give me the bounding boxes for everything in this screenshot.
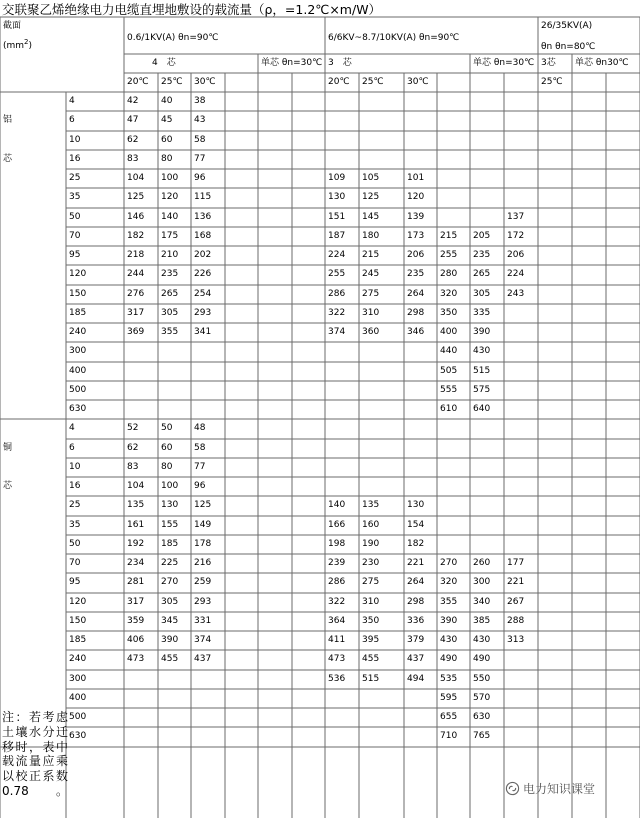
cross-section-cell: 50 <box>69 212 81 222</box>
temperature-header: 30℃ <box>194 77 216 87</box>
ampacity-cell: 230 <box>362 558 380 568</box>
ampacity-cell: 62 <box>127 135 139 145</box>
ampacity-cell: 160 <box>362 520 380 530</box>
ampacity-cell: 40 <box>161 96 173 106</box>
ampacity-cell: 216 <box>194 558 212 568</box>
ampacity-cell: 320 <box>440 289 458 299</box>
material-label-aluminum: 芯 <box>3 154 13 164</box>
ampacity-cell: 224 <box>507 269 525 279</box>
ampacity-cell: 276 <box>127 289 145 299</box>
cross-section-cell: 25 <box>69 173 81 183</box>
temperature-header: 20℃ <box>127 77 149 87</box>
cross-section-cell: 500 <box>69 712 87 722</box>
cross-section-cell: 4 <box>69 96 75 106</box>
three-core-header-hv: 3芯 <box>541 58 556 68</box>
cross-section-cell: 50 <box>69 539 81 549</box>
ampacity-cell: 437 <box>407 654 425 664</box>
ampacity-cell: 215 <box>362 250 380 260</box>
ampacity-cell: 430 <box>473 635 491 645</box>
cross-section-cell: 185 <box>69 308 87 318</box>
ampacity-cell: 267 <box>507 597 525 607</box>
ampacity-cell: 430 <box>440 635 458 645</box>
three-core-header-mv: 3 芯 <box>328 58 352 68</box>
ampacity-cell: 280 <box>440 269 458 279</box>
ampacity-cell: 310 <box>362 308 380 318</box>
material-label-copper: 铜 <box>3 443 13 453</box>
ampacity-cell: 490 <box>473 654 491 664</box>
ampacity-cell: 317 <box>127 308 145 318</box>
cross-section-cell: 70 <box>69 558 81 568</box>
ampacity-cell: 345 <box>161 616 179 626</box>
ampacity-cell: 440 <box>440 346 458 356</box>
ampacity-cell: 206 <box>407 250 425 260</box>
ampacity-cell: 146 <box>127 212 145 222</box>
ampacity-cell: 390 <box>440 616 458 626</box>
ampacity-cell: 136 <box>194 212 212 222</box>
ampacity-cell: 151 <box>328 212 346 222</box>
ampacity-cell: 215 <box>440 231 458 241</box>
ampacity-cell: 109 <box>328 173 346 183</box>
group-header-lv: 0.6/1KV(A) θn=90℃ <box>127 33 219 43</box>
ampacity-cell: 473 <box>328 654 346 664</box>
group-header-hv: 26/35KV(A) <box>541 21 593 31</box>
ampacity-cell: 515 <box>473 366 491 376</box>
ampacity-cell: 411 <box>328 635 346 645</box>
ampacity-cell: 655 <box>440 712 458 722</box>
cross-section-cell: 630 <box>69 731 87 741</box>
ampacity-cell: 218 <box>127 250 145 260</box>
ampacity-cell: 300 <box>473 577 491 587</box>
ampacity-cell: 45 <box>161 115 173 125</box>
ampacity-cell: 185 <box>161 539 179 549</box>
ampacity-cell: 60 <box>161 443 173 453</box>
ampacity-cell: 173 <box>407 231 425 241</box>
ampacity-cell: 145 <box>362 212 380 222</box>
ampacity-cell: 101 <box>407 173 425 183</box>
ampacity-cell: 166 <box>328 520 346 530</box>
ampacity-cell: 225 <box>161 558 179 568</box>
ampacity-cell: 180 <box>362 231 380 241</box>
cross-section-cell: 400 <box>69 693 87 703</box>
ampacity-cell: 630 <box>473 712 491 722</box>
ampacity-cell: 58 <box>194 443 206 453</box>
ampacity-cell: 550 <box>473 674 491 684</box>
ampacity-cell: 265 <box>161 289 179 299</box>
ampacity-cell: 331 <box>194 616 212 626</box>
ampacity-cell: 235 <box>473 250 491 260</box>
ampacity-cell: 260 <box>473 558 491 568</box>
ampacity-cell: 515 <box>362 674 380 684</box>
footnote: 注：若考虑土壤水分迁移时，表中载流量应乘以校正系数0.78。 <box>2 710 68 798</box>
ampacity-cell: 455 <box>161 654 179 664</box>
ampacity-cell: 135 <box>362 500 380 510</box>
ampacity-cell: 270 <box>161 577 179 587</box>
watermark <box>505 780 595 797</box>
cross-section-cell: 6 <box>69 115 75 125</box>
ampacity-cell: 494 <box>407 674 425 684</box>
page-title: 交联聚乙烯绝缘电力电缆直埋地敷设的载流量（ρ，=1.2℃×m/W） <box>2 2 382 17</box>
ampacity-cell: 235 <box>161 269 179 279</box>
group-header-mv: 6/6KV~8.7/10KV(A) θn=90℃ <box>328 33 460 43</box>
ampacity-cell: 104 <box>127 173 145 183</box>
cross-section-cell: 10 <box>69 135 81 145</box>
ampacity-cell: 575 <box>473 385 491 395</box>
ampacity-cell: 130 <box>407 500 425 510</box>
ampacity-cell: 281 <box>127 577 145 587</box>
ampacity-cell: 175 <box>161 231 179 241</box>
cross-section-cell: 120 <box>69 597 87 607</box>
temperature-header: 25℃ <box>362 77 384 87</box>
cross-section-cell: 70 <box>69 231 81 241</box>
ampacity-cell: 177 <box>507 558 525 568</box>
ampacity-cell: 190 <box>362 539 380 549</box>
ampacity-cell: 254 <box>194 289 212 299</box>
ampacity-cell: 430 <box>473 346 491 356</box>
ampacity-cell: 505 <box>440 366 458 376</box>
ampacity-cell: 182 <box>407 539 425 549</box>
ampacity-cell: 62 <box>127 443 139 453</box>
unit-label-prefix: (mm <box>3 41 25 51</box>
ampacity-cell: 710 <box>440 731 458 741</box>
cross-section-cell: 10 <box>69 462 81 472</box>
ampacity-cell: 244 <box>127 269 145 279</box>
wechat-logo-icon <box>505 781 520 796</box>
ampacity-cell: 320 <box>440 577 458 587</box>
ampacity-cell: 610 <box>440 404 458 414</box>
ampacity-cell: 182 <box>127 231 145 241</box>
ampacity-cell: 298 <box>407 597 425 607</box>
ampacity-cell: 226 <box>194 269 212 279</box>
material-label-aluminum: 铝 <box>3 115 13 125</box>
ampacity-cell: 120 <box>407 192 425 202</box>
ampacity-cell: 455 <box>362 654 380 664</box>
cross-section-cell: 300 <box>69 346 87 356</box>
ampacity-cell: 305 <box>473 289 491 299</box>
cross-section-cell: 150 <box>69 616 87 626</box>
ampacity-cell: 350 <box>440 308 458 318</box>
temperature-header: 30℃ <box>407 77 429 87</box>
ampacity-cell: 58 <box>194 135 206 145</box>
cross-section-cell: 4 <box>69 423 75 433</box>
ampacity-cell: 275 <box>362 289 380 299</box>
ampacity-cell: 47 <box>127 115 139 125</box>
single-core-header-lv: 单芯 θn=30℃ <box>261 58 323 68</box>
ampacity-cell: 38 <box>194 96 206 106</box>
ampacity-cell: 80 <box>161 462 173 472</box>
ampacity-cell: 187 <box>328 231 346 241</box>
ampacity-cell: 206 <box>507 250 525 260</box>
ampacity-cell: 437 <box>194 654 212 664</box>
ampacity-cell: 336 <box>407 616 425 626</box>
ampacity-cell: 359 <box>127 616 145 626</box>
ampacity-cell: 286 <box>328 577 346 587</box>
cross-section-cell: 25 <box>69 500 81 510</box>
ampacity-cell: 52 <box>127 423 139 433</box>
ampacity-cell: 275 <box>362 577 380 587</box>
cross-section-cell: 16 <box>69 481 81 491</box>
ampacity-cell: 130 <box>161 500 179 510</box>
ampacity-cell: 293 <box>194 308 212 318</box>
ampacity-cell: 202 <box>194 250 212 260</box>
ampacity-cell: 130 <box>328 192 346 202</box>
ampacity-cell: 293 <box>194 597 212 607</box>
ampacity-cell: 168 <box>194 231 212 241</box>
ampacity-cell: 77 <box>194 462 206 472</box>
ampacity-cell: 139 <box>407 212 425 222</box>
ampacity-cell: 125 <box>127 192 145 202</box>
cross-section-cell: 240 <box>69 654 87 664</box>
ampacity-cell: 374 <box>194 635 212 645</box>
ampacity-cell: 360 <box>362 327 380 337</box>
ampacity-cell: 210 <box>161 250 179 260</box>
ampacity-cell: 77 <box>194 154 206 164</box>
four-core-header: 4 芯 <box>152 58 176 68</box>
ampacity-cell: 100 <box>161 173 179 183</box>
ampacity-cell: 640 <box>473 404 491 414</box>
material-label-copper: 芯 <box>3 481 13 491</box>
ampacity-cell: 317 <box>127 597 145 607</box>
ampacity-cell: 322 <box>328 597 346 607</box>
ampacity-cell: 172 <box>507 231 525 241</box>
cross-section-cell: 185 <box>69 635 87 645</box>
ampacity-cell: 221 <box>507 577 525 587</box>
ampacity-cell: 369 <box>127 327 145 337</box>
ampacity-cell: 536 <box>328 674 346 684</box>
ampacity-cell: 350 <box>362 616 380 626</box>
ampacity-cell: 235 <box>407 269 425 279</box>
ampacity-cell: 149 <box>194 520 212 530</box>
ampacity-cell: 155 <box>161 520 179 530</box>
ampacity-cell: 364 <box>328 616 346 626</box>
single-core-header-hv: 单芯 θn30℃ <box>575 58 629 68</box>
cross-section-cell: 95 <box>69 250 81 260</box>
ampacity-cell: 192 <box>127 539 145 549</box>
ampacity-cell: 335 <box>473 308 491 318</box>
cross-section-cell: 95 <box>69 577 81 587</box>
ampacity-cell: 400 <box>440 327 458 337</box>
ampacity-cell: 245 <box>362 269 380 279</box>
ampacity-cell: 340 <box>473 597 491 607</box>
section-header-label: 截面 <box>3 21 22 31</box>
ampacity-cell: 80 <box>161 154 173 164</box>
cross-section-cell: 120 <box>69 269 87 279</box>
ampacity-cell: 570 <box>473 693 491 703</box>
ampacity-cell: 286 <box>328 289 346 299</box>
cross-section-cell: 35 <box>69 192 81 202</box>
ampacity-cell: 288 <box>507 616 525 626</box>
ampacity-cell: 355 <box>440 597 458 607</box>
ampacity-cell: 96 <box>194 481 206 491</box>
ampacity-cell: 42 <box>127 96 139 106</box>
ampacity-cell: 379 <box>407 635 425 645</box>
ampacity-cell: 154 <box>407 520 425 530</box>
ampacity-cell: 264 <box>407 577 425 587</box>
ampacity-cell: 305 <box>161 597 179 607</box>
ampacity-cell: 765 <box>473 731 491 741</box>
ampacity-cell: 125 <box>194 500 212 510</box>
group-header-hv-sub: θn θn=80℃ <box>541 42 596 52</box>
ampacity-cell: 341 <box>194 327 212 337</box>
ampacity-cell: 255 <box>328 269 346 279</box>
cross-section-cell: 6 <box>69 443 75 453</box>
ampacity-cell: 390 <box>473 327 491 337</box>
ampacity-cell: 60 <box>161 135 173 145</box>
ampacity-cell: 298 <box>407 308 425 318</box>
ampacity-cell: 234 <box>127 558 145 568</box>
ampacity-cell: 390 <box>161 635 179 645</box>
ampacity-cell: 265 <box>473 269 491 279</box>
ampacity-cell: 595 <box>440 693 458 703</box>
cross-section-cell: 300 <box>69 674 87 684</box>
temperature-header: 20℃ <box>328 77 350 87</box>
ampacity-cell: 395 <box>362 635 380 645</box>
cross-section-cell: 630 <box>69 404 87 414</box>
ampacity-cell: 346 <box>407 327 425 337</box>
ampacity-cell: 140 <box>328 500 346 510</box>
ampacity-cell: 50 <box>161 423 173 433</box>
ampacity-cell: 125 <box>362 192 380 202</box>
ampacity-cell: 135 <box>127 500 145 510</box>
ampacity-cell: 310 <box>362 597 380 607</box>
ampacity-cell: 490 <box>440 654 458 664</box>
temperature-header: 25℃ <box>541 77 563 87</box>
ampacity-cell: 83 <box>127 154 139 164</box>
ampacity-cell: 322 <box>328 308 346 318</box>
ampacity-cell: 161 <box>127 520 145 530</box>
watermark-text: 电力知识课堂 <box>523 782 596 796</box>
ampacity-cell: 385 <box>473 616 491 626</box>
ampacity-cell: 239 <box>328 558 346 568</box>
ampacity-cell: 355 <box>161 327 179 337</box>
ampacity-cell: 259 <box>194 577 212 587</box>
ampacity-cell: 83 <box>127 462 139 472</box>
ampacity-cell: 43 <box>194 115 206 125</box>
ampacity-cell: 264 <box>407 289 425 299</box>
ampacity-cell: 224 <box>328 250 346 260</box>
ampacity-cell: 255 <box>440 250 458 260</box>
ampacity-cell: 313 <box>507 635 525 645</box>
ampacity-cell: 48 <box>194 423 206 433</box>
ampacity-cell: 140 <box>161 212 179 222</box>
ampacity-cell: 198 <box>328 539 346 549</box>
ampacity-cell: 205 <box>473 231 491 241</box>
ampacity-cell: 535 <box>440 674 458 684</box>
ampacity-cell: 406 <box>127 635 145 645</box>
ampacity-cell: 115 <box>194 192 212 202</box>
ampacity-cell: 96 <box>194 173 206 183</box>
ampacity-cell: 105 <box>362 173 380 183</box>
ampacity-cell: 137 <box>507 212 525 222</box>
unit-label-suffix: ) <box>28 41 33 51</box>
ampacity-cell: 555 <box>440 385 458 395</box>
ampacity-cell: 120 <box>161 192 179 202</box>
cross-section-cell: 400 <box>69 366 87 376</box>
unit-label-sup: 2 <box>24 38 29 46</box>
cross-section-cell: 500 <box>69 385 87 395</box>
ampacity-cell: 243 <box>507 289 525 299</box>
cross-section-cell: 240 <box>69 327 87 337</box>
single-core-header-mv: 单芯 θn=30℃ <box>473 58 535 68</box>
ampacity-cell: 473 <box>127 654 145 664</box>
ampacity-cell: 305 <box>161 308 179 318</box>
ampacity-cell: 104 <box>127 481 145 491</box>
unit-label <box>3 37 32 52</box>
cross-section-cell: 35 <box>69 520 81 530</box>
ampacity-cell: 374 <box>328 327 346 337</box>
ampacity-cell: 100 <box>161 481 179 491</box>
ampacity-cell: 270 <box>440 558 458 568</box>
ampacity-cell: 178 <box>194 539 212 549</box>
cross-section-cell: 16 <box>69 154 81 164</box>
ampacity-cell: 221 <box>407 558 425 568</box>
temperature-header: 25℃ <box>161 77 183 87</box>
cross-section-cell: 150 <box>69 289 87 299</box>
